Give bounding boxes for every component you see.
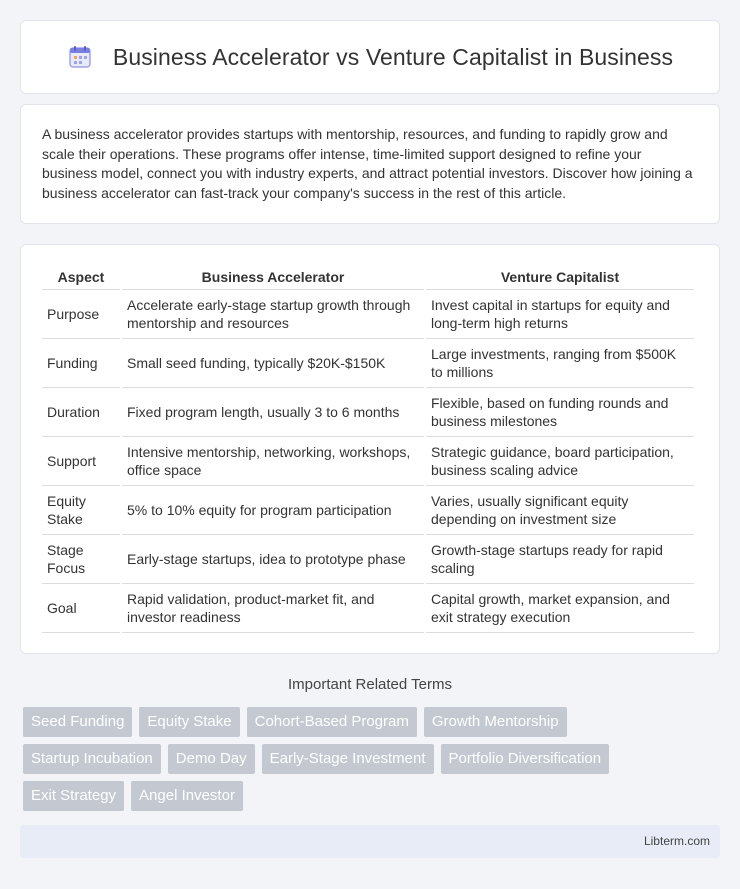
row-accelerator-cell: Accelerate early-stage startup growth through mentorship and resources	[122, 290, 424, 339]
tag-early-stage-investment[interactable]: Early-Stage Investment	[262, 744, 434, 774]
table-header-row	[42, 263, 694, 290]
tag-startup-incubation[interactable]: Startup Incubation	[23, 744, 161, 774]
row-aspect: Equity Stake	[42, 486, 120, 535]
table-row	[42, 339, 694, 388]
row-vc-cell: Varies, usually significant equity depending on investment size	[426, 486, 694, 535]
row-accelerator-cell: Fixed program length, usually 3 to 6 months	[122, 388, 424, 437]
comparison-table	[40, 263, 696, 633]
related-terms-list	[23, 707, 713, 818]
row-aspect: Funding	[42, 339, 120, 388]
row-vc-cell: Capital growth, market expansion, and exit strategy execution	[426, 584, 694, 633]
tag-demo-day[interactable]: Demo Day	[168, 744, 255, 774]
comparison-card	[20, 244, 720, 654]
tag-portfolio-diversification[interactable]: Portfolio Diversification	[441, 744, 610, 774]
footer	[20, 825, 720, 858]
footer-site-link[interactable]: Libterm.com	[643, 834, 710, 848]
tag-growth-mentorship[interactable]: Growth Mentorship	[424, 707, 567, 737]
tag-cohort-based-program[interactable]: Cohort-Based Program	[247, 707, 417, 737]
row-accelerator-cell: Rapid validation, product-market fit, and investor readiness	[122, 584, 424, 633]
row-vc-cell: Growth-stage startups ready for rapid scaling	[426, 535, 694, 584]
row-aspect: Goal	[42, 584, 120, 633]
tag-angel-investor[interactable]: Angel Investor	[131, 781, 243, 811]
tag-exit-strategy[interactable]: Exit Strategy	[23, 781, 124, 811]
table-row	[42, 584, 694, 633]
row-aspect: Support	[42, 437, 120, 486]
tag-seed-funding[interactable]: Seed Funding	[23, 707, 132, 737]
table-row	[42, 486, 694, 535]
row-aspect: Stage Focus	[42, 535, 120, 584]
row-aspect: Purpose	[42, 290, 120, 339]
calendar-icon	[67, 44, 93, 70]
intro-card	[20, 104, 720, 224]
column-header-vc: Venture Capitalist	[426, 263, 694, 290]
table-row	[42, 388, 694, 437]
column-header-accelerator: Business Accelerator	[122, 263, 424, 290]
row-vc-cell: Invest capital in startups for equity and long-term high returns	[426, 290, 694, 339]
row-accelerator-cell: Small seed funding, typically $20K-$150K	[122, 339, 424, 388]
row-vc-cell: Strategic guidance, board participation, business scaling advice	[426, 437, 694, 486]
row-vc-cell: Large investments, ranging from $500K to millions	[426, 339, 694, 388]
row-accelerator-cell: Intensive mentorship, networking, workshops, office space	[122, 437, 424, 486]
row-accelerator-cell: 5% to 10% equity for program participation	[122, 486, 424, 535]
page-title: Business Accelerator vs Venture Capitalist in Business	[112, 43, 674, 70]
related-terms-heading: Important Related Terms	[288, 676, 452, 693]
row-vc-cell: Flexible, based on funding rounds and business milestones	[426, 388, 694, 437]
table-row	[42, 535, 694, 584]
row-aspect: Duration	[42, 388, 120, 437]
tag-equity-stake[interactable]: Equity Stake	[139, 707, 239, 737]
intro-paragraph: A business accelerator provides startups with mentorship, resources, and funding to rapidly grow and scale their operations. These programs offer intense, time-limited support designed to refine your business model, connect you with industry experts, and attract potential investors. Discover how joining a business accelerator can fast-track your company's success in the rest of this article.	[42, 126, 693, 201]
table-row	[42, 290, 694, 339]
header-card	[20, 20, 720, 94]
row-accelerator-cell: Early-stage startups, idea to prototype phase	[122, 535, 424, 584]
column-header-aspect: Aspect	[42, 263, 120, 290]
table-row	[42, 437, 694, 486]
